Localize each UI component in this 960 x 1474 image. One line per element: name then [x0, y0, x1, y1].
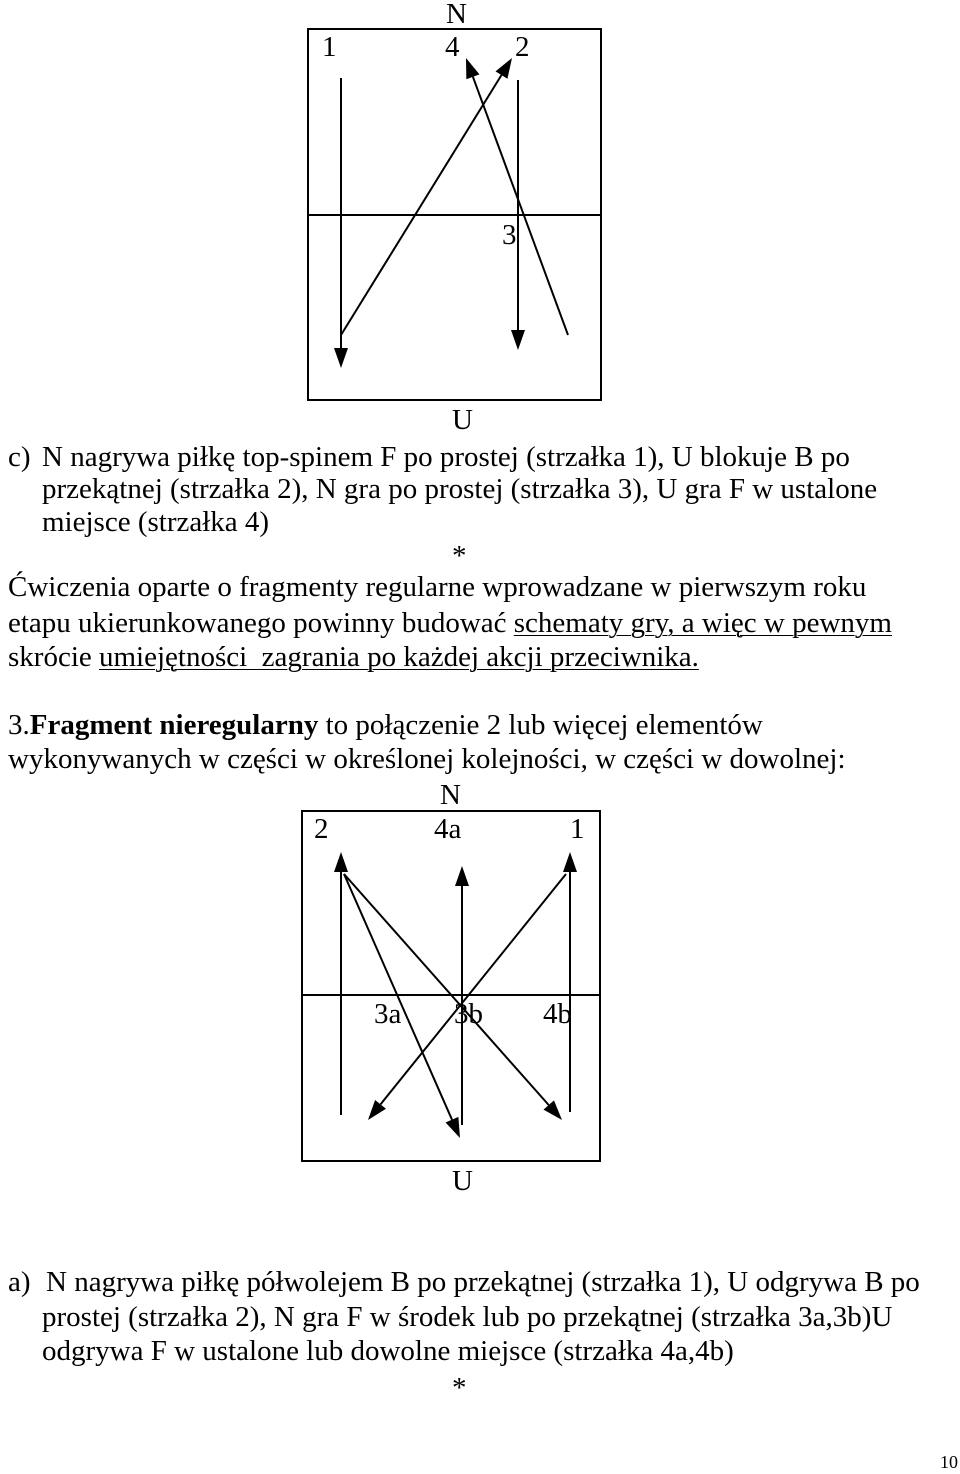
exercises-line-2: [8, 609, 892, 638]
diagram-1-arrow-label: 1: [322, 31, 337, 63]
diagram-2-player-top-label: N: [440, 779, 461, 811]
paragraph-a-marker: a): [8, 1266, 31, 1298]
paragraph-a-line-2: prostej (strzałka 2), N gra F w środek lub po przekątnej (strzałka 3a,3b)U: [42, 1301, 893, 1333]
arrow-1-shaft: [381, 874, 567, 1104]
arrow-2-head: [334, 852, 348, 872]
arrow-4-shaft: [473, 77, 568, 335]
arrow-1-head: [334, 348, 348, 368]
diagram-2-arrow-label-mid: 4b: [543, 998, 572, 1030]
court-diagram-2: [296, 805, 606, 1167]
separator-asterisk: *: [452, 540, 467, 572]
paragraph-c-marker: c): [8, 441, 31, 473]
exercises-line-3: [8, 643, 699, 672]
section-3-line-1: [8, 711, 763, 740]
diagram-1-arrow-label: 2: [515, 31, 530, 63]
diagram-2-arrow-label: 1: [570, 813, 585, 845]
arrow-3-head: [511, 330, 525, 350]
paragraph-c-line-3: miejsce (strzałka 4): [42, 506, 270, 538]
diagram-2-arrow-label: 4a: [434, 813, 462, 845]
diagram-1-player-bottom-label: U: [452, 404, 473, 436]
paragraph-a-line-1: N nagrywa piłkę półwolejem B po przekątnej (strzałka 1), U odgrywa B po: [46, 1266, 920, 1298]
section-number: 3.: [8, 709, 30, 741]
arrow-4-head: [466, 58, 479, 79]
arrow-4b-head: [563, 852, 577, 872]
paragraph-c-line-1: N nagrywa piłkę top-spinem F po prostej (strzałka 1), U blokuje B po: [42, 441, 850, 473]
arrow-1-head: [368, 1100, 386, 1120]
bold-term: Fragment nieregularny: [29, 709, 319, 741]
diagram-1-arrow-label: 4: [445, 31, 460, 63]
page-number: 10: [940, 1452, 958, 1472]
arrow-3a-head: [446, 1117, 460, 1138]
exercises-line-3-text: skrócie: [8, 641, 99, 673]
diagram-2-player-bottom-label: U: [452, 1165, 473, 1197]
arrow-2-shaft: [341, 75, 502, 335]
paragraph-a-line-3: odgrywa F w ustalone lub dowolne miejsce (strzałka 4a,4b): [42, 1335, 734, 1367]
underlined-phrase: schematy gry, a więc w pewnym: [513, 607, 892, 639]
section-3-line-1-text: to połączenie 2 lub więcej elementów: [318, 709, 763, 741]
section-3-line-2: wykonywanych w części w określonej kolejności, w części w dowolnej:: [8, 743, 846, 775]
diagram-1-arrow-label-mid: 3: [502, 219, 517, 251]
paragraph-c-line-2: przekątnej (strzałka 2), N gra po prostej (strzałka 3), U gra F w ustalone: [42, 473, 878, 505]
exercises-line-2-text: etapu ukierunkowanego powinny budować: [8, 607, 514, 639]
court-diagram-1: [300, 24, 610, 408]
separator-asterisk: *: [452, 1372, 467, 1404]
diagram-2-arrow-label: 2: [314, 813, 329, 845]
arrow-4a-head: [455, 866, 469, 886]
underlined-phrase: umiejętności zagrania po każdej akcji przeciwnika.: [99, 641, 699, 673]
arrow-3b-shaft: [344, 874, 549, 1105]
diagram-2-arrow-label-mid: 3a: [374, 998, 402, 1030]
arrow-2-head: [496, 58, 512, 79]
exercises-line-1: Ćwiczenia oparte o fragmenty regularne wprowadzane w pierwszym roku: [8, 571, 867, 603]
diagram-2-arrow-label-mid: 3b: [454, 998, 483, 1030]
diagram-1-player-top-label: N: [446, 0, 467, 30]
